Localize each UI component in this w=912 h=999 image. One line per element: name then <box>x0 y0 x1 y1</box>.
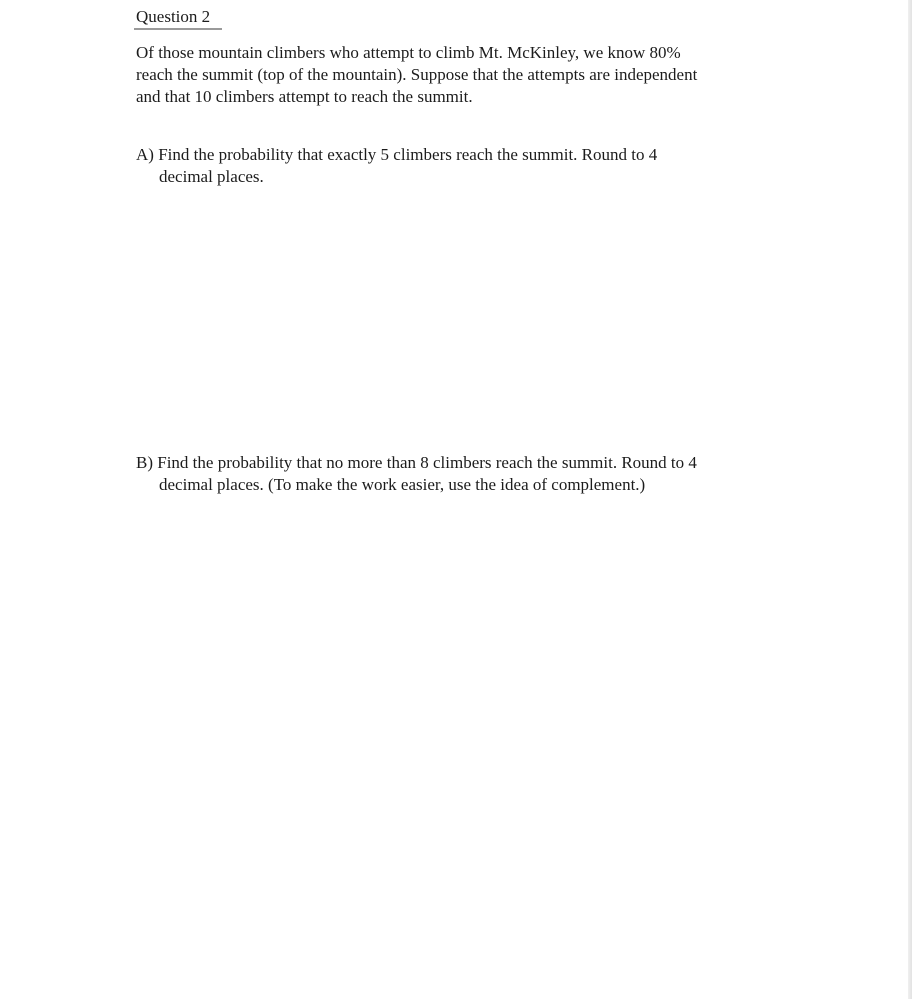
page-edge <box>908 0 912 999</box>
part-b-line1: B) Find the probability that no more than 8 climbers reach the summit. Round to 4 <box>136 453 697 472</box>
part-b-line2: decimal places. (To make the work easier, use the idea of complement.) <box>159 475 646 494</box>
part-a <box>136 144 786 188</box>
part-a-line1: A) Find the probability that exactly 5 climbers reach the summit. Round to 4 <box>136 145 658 164</box>
intro-line: and that 10 climbers attempt to reach the summit. <box>136 87 473 106</box>
question-title: Question 2 <box>136 6 210 30</box>
part-b <box>136 452 786 496</box>
part-a-line2: decimal places. <box>159 167 264 186</box>
intro-line: reach the summit (top of the mountain). Suppose that the attempts are independent <box>136 65 698 84</box>
title-underline <box>134 28 222 30</box>
intro-line: Of those mountain climbers who attempt to climb Mt. McKinley, we know 80% <box>136 43 681 62</box>
question-intro <box>136 42 776 108</box>
